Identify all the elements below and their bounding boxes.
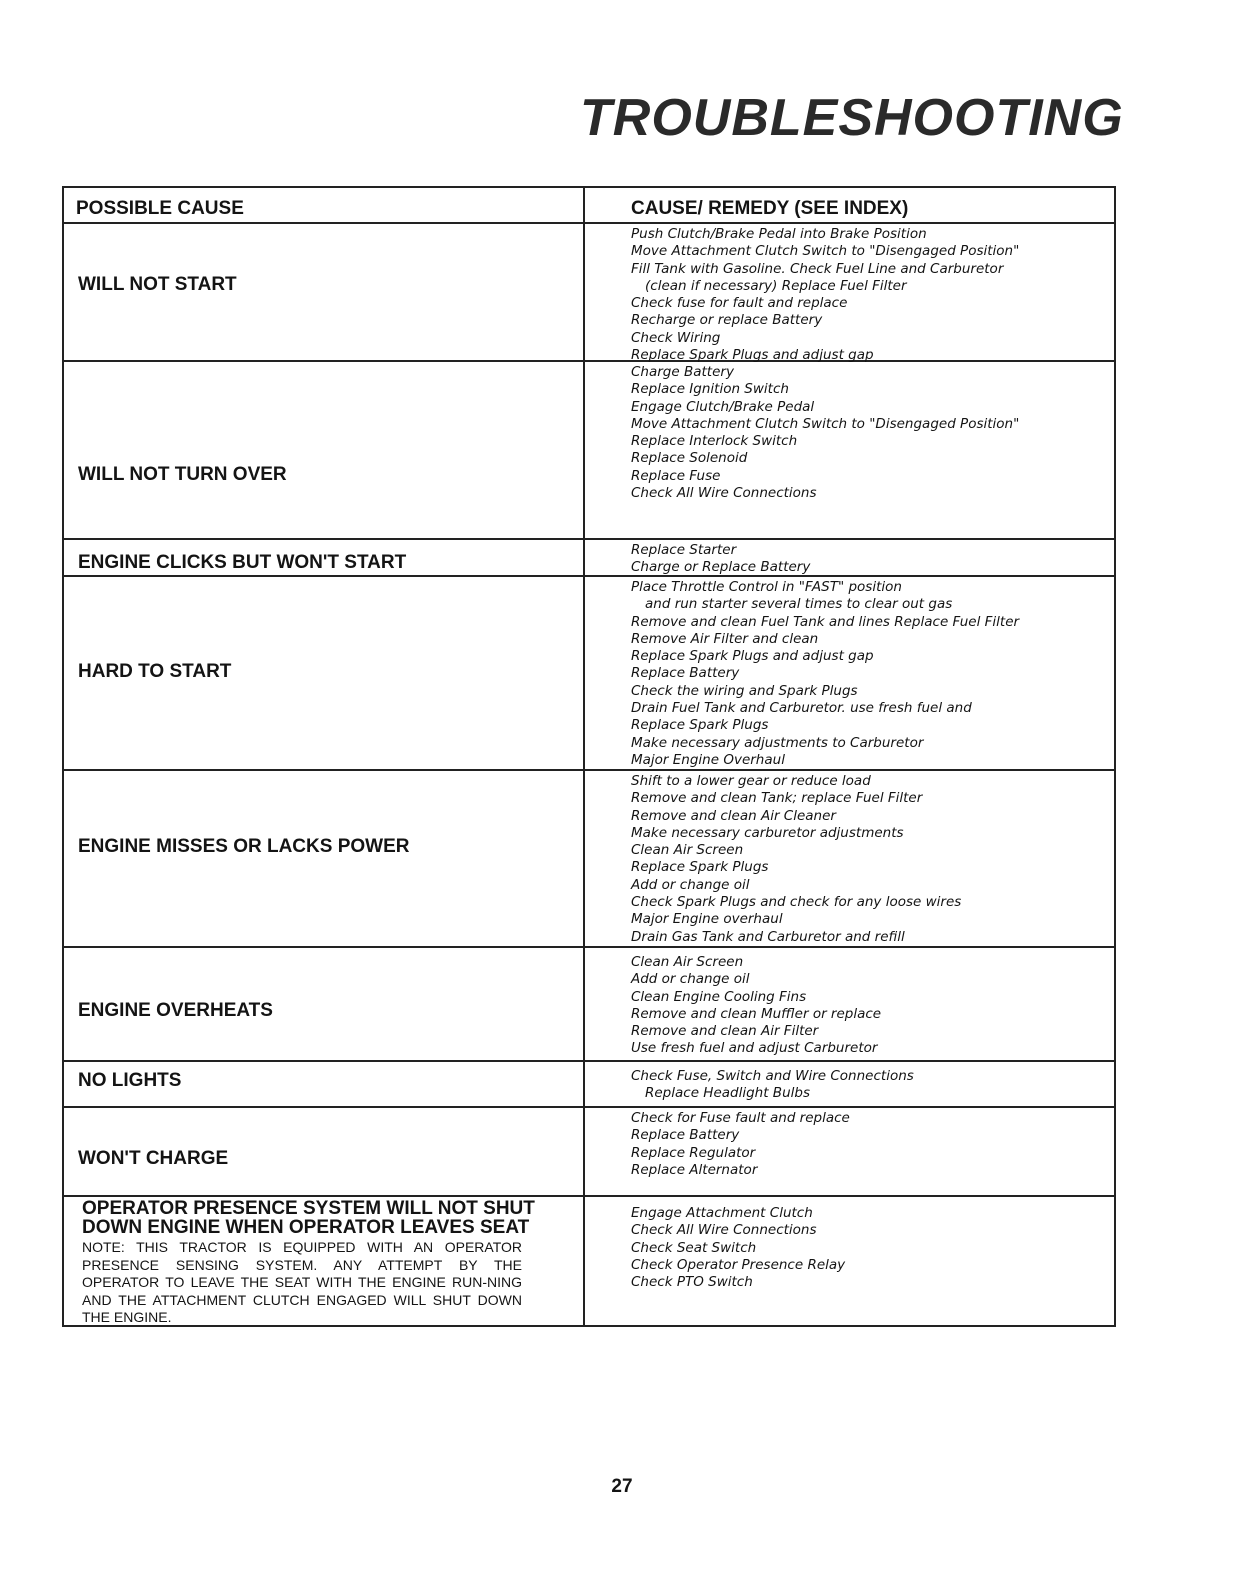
troubleshooting-table [62, 186, 1116, 1327]
table-row [64, 948, 1114, 1062]
remedy-item: Major Engine Overhaul [631, 751, 785, 768]
remedy-item: Engage Attachment Clutch [631, 1205, 813, 1221]
remedy-item: Charge Battery [631, 364, 734, 380]
remedy-item: (clean if necessary) Replace Fuel Filter [645, 277, 907, 294]
header-cause-remedy: CAUSE/ REMEDY (SEE INDEX) [631, 198, 909, 219]
operator-presence-note: NOTE: THIS TRACTOR IS EQUIPPED WITH AN OPERATOR PRESENCE SENSING SYSTEM. ANY ATTEMPT BY THE OPERATOR TO LEAVE THE SEAT WITH THE ENGINE RUN-NING AND THE ATTACHMENT CLUTCH ENGAGED WILL SHUT DOWN THE ENGINE. [82, 1239, 522, 1325]
cause-label: WILL NOT START [78, 274, 237, 295]
remedy-item: Check Wiring [631, 329, 721, 346]
remedy-item: Recharge or replace Battery [631, 312, 823, 329]
cause-label: HARD TO START [78, 661, 232, 682]
remedy-item: Replace Starter [631, 542, 737, 558]
remedy-item: Remove and clean Air Filter [631, 1023, 819, 1040]
remedy-list [585, 1062, 1114, 1103]
remedy-item: Replace Interlock Switch [631, 433, 798, 450]
remedy-item: Replace Spark Plugs and adjust gap [631, 347, 874, 364]
remedy-item: Check Seat Switch [631, 1239, 757, 1256]
remedy-item: Remove Air Filter and clean [631, 630, 819, 647]
remedy-item: Shift to a lower gear or reduce load [631, 773, 871, 789]
remedy-item: Make necessary carburetor adjustments [631, 824, 904, 841]
remedy-list [585, 948, 1114, 1058]
remedy-item: Replace Battery [631, 1127, 740, 1144]
remedy-item: Remove and clean Fuel Tank and lines Replace Fuel Filter [631, 613, 1020, 630]
cause-label: NO LIGHTS [78, 1070, 182, 1091]
cause-label: ENGINE OVERHEATS [78, 1000, 273, 1021]
remedy-item: Drain Gas Tank and Carburetor and refill [631, 928, 905, 945]
remedy-item: Clean Air Screen [631, 842, 744, 859]
remedy-item: Remove and clean Air Cleaner [631, 807, 836, 824]
remedy-item: Replace Headlight Bulbs [645, 1085, 810, 1102]
table-row [64, 362, 1114, 540]
remedy-item: Make necessary adjustments to Carburetor [631, 734, 924, 751]
remedy-item: Check Spark Plugs and check for any loose wires [631, 894, 962, 911]
remedy-item: Check Operator Presence Relay [631, 1256, 846, 1273]
remedy-list [585, 1197, 1114, 1291]
remedy-item: Clean Engine Cooling Fins [631, 988, 807, 1005]
remedy-item: Check All Wire Connections [631, 485, 817, 502]
remedy-item: Major Engine overhaul [631, 911, 783, 928]
remedy-list [585, 1108, 1114, 1179]
header-possible-cause: POSSIBLE CAUSE [64, 188, 585, 222]
remedy-item: Check fuse for fault and replace [631, 295, 848, 312]
remedy-list [585, 362, 1114, 502]
remedy-list [585, 771, 1114, 946]
operator-presence-cause: OPERATOR PRESENCE SYSTEM WILL NOT SHUT DOWN ENGINE WHEN OPERATOR LEAVES SEAT [82, 1198, 535, 1238]
remedy-item: Use fresh fuel and adjust Carburetor [631, 1040, 878, 1057]
remedy-item: Check the wiring and Spark Plugs [631, 682, 858, 699]
table-row [64, 224, 1114, 362]
table-row [64, 540, 1114, 577]
remedy-list [585, 540, 1114, 577]
cause-label: WON'T CHARGE [78, 1148, 229, 1169]
remedy-item: Drain Fuel Tank and Carburetor. use fresh fuel and [631, 700, 972, 717]
remedy-item: Engage Clutch/Brake Pedal [631, 398, 815, 415]
remedy-item: Move Attachment Clutch Switch to "Disengaged Position" [631, 243, 1020, 260]
table-row [64, 577, 1114, 771]
remedy-item: Replace Fuse [631, 467, 721, 484]
remedy-item: Clean Air Screen [631, 954, 744, 970]
remedy-item: Replace Spark Plugs [631, 859, 769, 876]
remedy-list [585, 577, 1114, 769]
remedy-item: Check All Wire Connections [631, 1222, 817, 1239]
remedy-item: Check Fuse, Switch and Wire Connections [631, 1068, 914, 1084]
remedy-item: Add or change oil [631, 876, 750, 893]
remedy-item: Place Throttle Control in "FAST" position [631, 579, 902, 595]
table-row [64, 1108, 1114, 1197]
remedy-item: Push Clutch/Brake Pedal into Brake Position [631, 226, 927, 242]
remedy-item: Replace Alternator [631, 1161, 758, 1178]
remedy-item: Replace Ignition Switch [631, 381, 789, 398]
page-title: TROUBLESHOOTING [580, 89, 1124, 147]
page-number: 27 [611, 1476, 633, 1497]
remedy-item: Move Attachment Clutch Switch to "Disengaged Position" [631, 415, 1020, 432]
remedy-item: Add or change oil [631, 971, 750, 988]
cause-label: ENGINE MISSES OR LACKS POWER [78, 836, 410, 857]
table-row [64, 1062, 1114, 1108]
remedy-item: and run starter several times to clear out gas [645, 596, 953, 613]
remedy-item: Remove and clean Tank; replace Fuel Filter [631, 790, 923, 807]
remedy-item: Remove and clean Muffler or replace [631, 1005, 882, 1022]
table-header [64, 186, 1114, 224]
remedy-item: Check for Fuse fault and replace [631, 1110, 850, 1126]
remedy-item: Replace Spark Plugs [631, 717, 769, 734]
remedy-item: Fill Tank with Gasoline. Check Fuel Line and Carburetor [631, 260, 1004, 277]
cause-label: WILL NOT TURN OVER [78, 464, 287, 485]
table-row [64, 1197, 1114, 1327]
remedy-item: Replace Regulator [631, 1144, 756, 1161]
remedy-list [585, 224, 1114, 364]
remedy-item: Replace Battery [631, 665, 740, 682]
remedy-item: Check PTO Switch [631, 1274, 753, 1291]
remedy-item: Charge or Replace Battery [631, 559, 811, 576]
remedy-item: Replace Solenoid [631, 450, 748, 467]
remedy-item: Replace Spark Plugs and adjust gap [631, 648, 874, 665]
table-row [64, 771, 1114, 948]
cause-label: ENGINE CLICKS BUT WON'T START [78, 552, 407, 573]
